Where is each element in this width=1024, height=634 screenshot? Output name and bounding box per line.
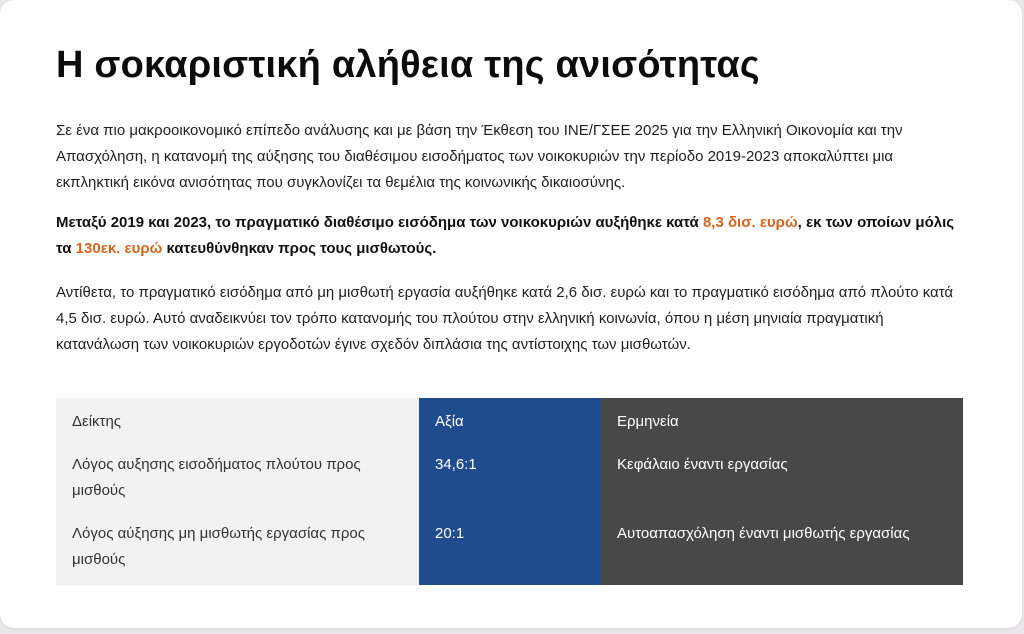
table-header-row [56,398,963,444]
table-row [56,444,963,517]
key-finding-text: κατευθύνθηκαν προς τους μισθωτούς. [162,240,437,257]
intro-paragraph: Σε ένα πιο μακροοικονομικό επίπεδο ανάλυσης και με βάση την Έκθεση του ΙΝΕ/ΓΣΕΕ 2025 για την Ελληνική Οικονομία και την Απασχόληση, η κατανομή της αύξησης του διαθέσιμου εισοδήματος των νοικοκυριών την περίοδο 2019-2023 αποκαλύπτει μια εκπληκτική εικόνα ανισότητας που συγκλονίζει τα θεμέλια της κοινωνικής δικαιοσύνης. [56,122,903,191]
cell-value: 34,6:1 [419,444,601,517]
contrast-paragraph: Αντίθετα, το πραγματικό εισόδημα από μη μισθωτή εργασία αυξήθηκε κατά 2,6 δισ. ευρώ και το πραγματικό εισόδημα από πλούτο κατά 4,5 δισ. ευρώ. Αυτό αναδεικνύει τον τρόπο κατανομής του πλούτου στην ελληνική κοινωνία, όπου η μέση μηνιαία πραγματική κατανάλωση των νοικοκυριών εργοδοτών έγινε σχεδόν διπλάσια της αντίστοιχης των μισθωτών. [56,284,954,353]
highlight-wage-share: 130εκ. ευρώ [75,240,163,257]
key-finding-paragraph [56,210,968,262]
header-value: Αξία [419,398,601,444]
highlight-total-increase: 8,3 δισ. ευρώ [702,214,798,231]
key-finding-text: , εκ των οποίων μόλις τα [56,214,955,257]
inequality-table [56,398,963,585]
cell-indicator: Λόγος αυξησης εισοδήματος πλούτου προς μισθούς [56,444,419,517]
cell-interpretation: Αυτοαπασχόληση έναντι μισθωτής εργασίας [601,517,963,585]
header-indicator: Δείκτης [56,398,419,444]
cell-interpretation: Κεφάλαιο έναντι εργασίας [601,444,963,517]
key-finding-text: Μεταξύ 2019 και 2023, το πραγματικό διαθέσιμο εισόδημα των νοικοκυριών αυξήθηκε κατά [56,214,703,231]
article-title: Η σοκαριστική αλήθεια της ανισότητας [56,44,760,86]
cell-value: 20:1 [419,517,601,585]
table-row [56,517,963,585]
header-interpretation: Ερμηνεία [601,398,963,444]
cell-indicator: Λόγος αύξησης μη μισθωτής εργασίας προς μισθούς [56,517,419,585]
